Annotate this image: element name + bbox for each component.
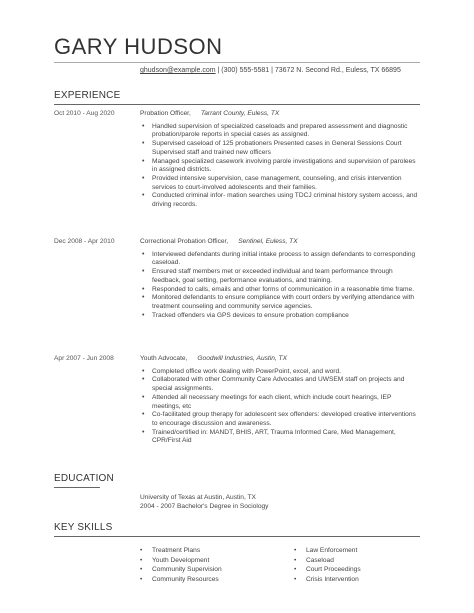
list-item: • Youth Development	[140, 556, 222, 566]
list-item: • Collaborated with other Community Care Advocates and UWSEM staff on projects and special assignments.	[152, 376, 420, 393]
section-title-education: EDUCATION	[54, 473, 114, 484]
job-title: Youth Advocate,	[140, 355, 188, 362]
skills-divider	[54, 536, 420, 537]
list-item: • Court Proceedings	[294, 565, 361, 575]
job-bullets	[140, 368, 420, 446]
job-entry-3	[54, 355, 420, 446]
list-item: • Responded to calls, emails and other forms of communication in a reasonable time frame.	[152, 286, 420, 295]
job-dates: Apr 2007 - Jun 2008	[54, 355, 114, 362]
list-item: • Treatment Plans	[140, 546, 222, 556]
education-divider	[54, 487, 100, 488]
list-item: • Law Enforcement	[294, 546, 361, 556]
job-bullets	[140, 251, 420, 321]
contact-line	[140, 67, 401, 74]
job-company: Goodwill Industries, Austin, TX	[197, 355, 287, 362]
job-entry-1	[54, 110, 420, 210]
education-school: University of Texas at Austin, Austin, TX	[140, 494, 256, 501]
list-item: • Community Resources	[140, 575, 222, 585]
email-link[interactable]: ghudson@example.com	[140, 67, 216, 74]
header-divider	[54, 62, 420, 63]
list-item: • Community Supervision	[140, 565, 222, 575]
list-item: • Supervised caseload of 125 probationers Presented cases in General Sessions Court Supervised staff and trained new officers	[152, 140, 420, 157]
job-title-line	[140, 110, 420, 119]
job-title: Probation Officer,	[140, 110, 191, 117]
experience-divider	[54, 104, 420, 105]
list-item: • Ensured staff members met or exceeded individual and team performance through feedback, goal setting, performance evaluations, and training.	[152, 268, 420, 285]
skills-column-left	[140, 546, 222, 584]
skills-column-right	[294, 546, 361, 584]
section-title-experience: EXPERIENCE	[54, 90, 121, 101]
list-item: • Trained/certified in: MANDT, BHIS, ART, Trauma Informed Care, Med Management, CPR/First Aid	[152, 429, 420, 446]
job-title: Correctional Probation Officer,	[140, 238, 229, 245]
section-title-skills: KEY SKILLS	[54, 522, 113, 533]
candidate-name: GARY HUDSON	[54, 34, 223, 59]
list-item: • Monitored defendants to ensure compliance with court orders by verifying attendance with treatment counseling and community service agencies.	[152, 294, 420, 311]
list-item: • Completed office work dealing with PowerPoint, excel, and word.	[152, 368, 420, 377]
job-entry-2	[54, 238, 420, 320]
list-item: • Handled supervision of specialized caseloads and prepared assessment and diagnostic probation/parole reports in special cases as assigned.	[152, 123, 420, 140]
job-dates: Oct 2010 - Aug 2020	[54, 110, 115, 117]
job-dates: Dec 2008 - Apr 2010	[54, 238, 115, 245]
list-item: • Co-facilitated group therapy for adolescent sex offenders: developed creative interventions to encourage discussion and awareness.	[152, 411, 420, 428]
list-item: • Crisis Intervention	[294, 575, 361, 585]
education-degree: 2004 - 2007 Bachelor's Degree in Sociology	[140, 503, 269, 510]
job-company: Sentinel, Euless, TX	[238, 238, 298, 245]
list-item: • Provided intensive supervision, case management, counseling, and crisis intervention services to court-involved adolescents and their families.	[152, 175, 420, 192]
list-item: • Interviewed defendants during initial intake process to assign defendants to corresponding caseload.	[152, 251, 420, 268]
list-item: • Tracked offenders via GPS devices to ensure probation compliance	[152, 312, 420, 321]
job-company: Tarrant County, Euless, TX	[200, 110, 280, 117]
job-bullets	[140, 123, 420, 210]
list-item: • Caseload	[294, 556, 361, 566]
list-item: • Managed specialized casework involving parole investigations and supervision of parolees in assigned districts.	[152, 158, 420, 175]
education-entry	[140, 493, 268, 511]
contact-details: | (300) 555-5581 | 73672 N. Second Rd., Euless, TX 66895	[215, 67, 401, 74]
list-item: • Conducted criminal infor- mation searches using TDCJ criminal history system access, and driving records.	[152, 192, 420, 209]
list-item: • Attended all necessary meetings for each client, which include court hearings, IEP meetings, etc	[152, 394, 420, 411]
job-title-line	[140, 355, 420, 364]
job-title-line	[140, 238, 420, 247]
